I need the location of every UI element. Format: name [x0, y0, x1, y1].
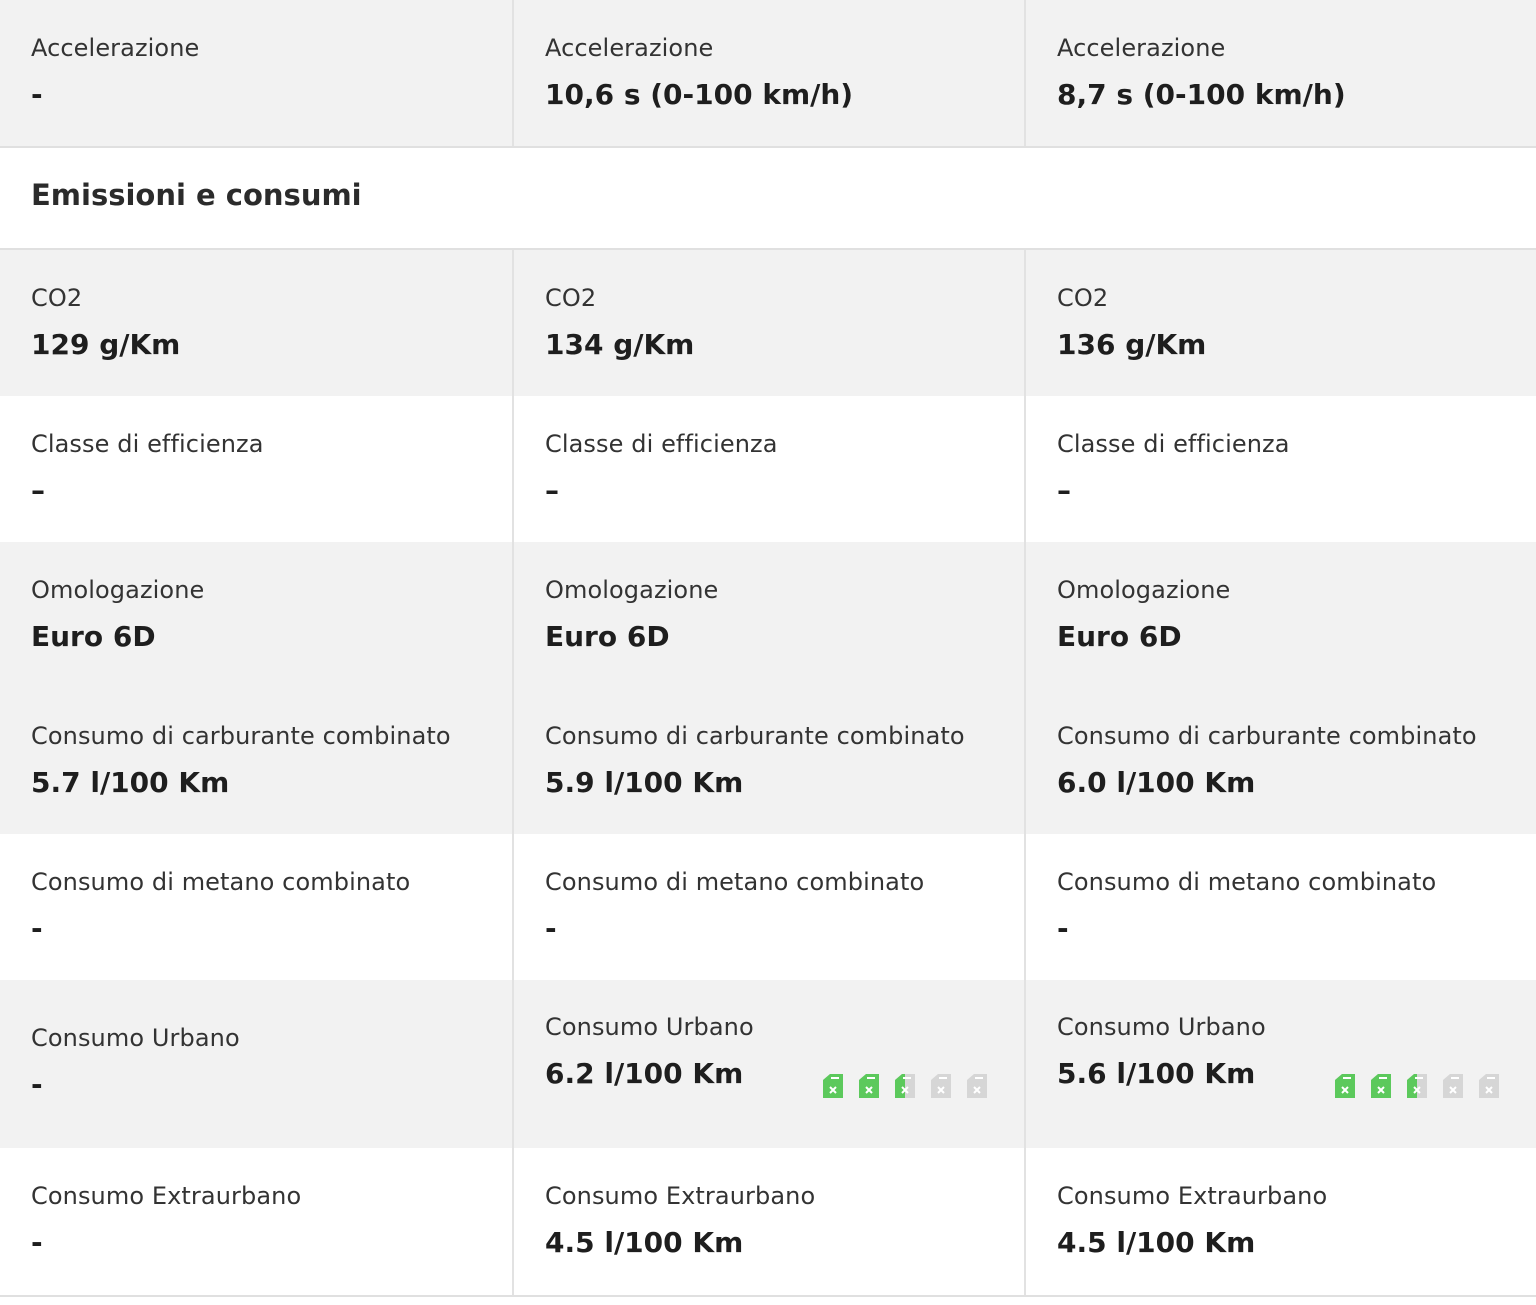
fuel-pump-icon [1368, 1072, 1394, 1100]
spec-label: Consumo Urbano [1057, 1013, 1266, 1041]
fuel-pump-icon [1476, 1072, 1502, 1100]
cell-extraurbano-1 [0, 1148, 512, 1295]
spec-value: Euro 6D [545, 620, 670, 653]
spec-value: - [31, 912, 43, 945]
cell-classe-1 [0, 396, 512, 542]
fuel-pump-icon [1332, 1072, 1358, 1100]
cell-co2-2 [512, 250, 1024, 396]
fuel-pump-icon [1404, 1072, 1430, 1100]
spec-label: Accelerazione [31, 34, 200, 62]
spec-value: 10,6 s (0-100 km/h) [545, 78, 854, 111]
cell-classe-2 [512, 396, 1024, 542]
spec-label: Consumo Urbano [31, 1024, 240, 1052]
section-header [0, 148, 1536, 250]
spec-value: 4.5 l/100 Km [545, 1226, 744, 1259]
cell-extraurbano-2 [512, 1148, 1024, 1295]
spec-value: Euro 6D [31, 620, 156, 653]
spec-label: Omologazione [1057, 576, 1231, 604]
spec-value: 6.2 l/100 Km [545, 1057, 744, 1090]
cell-urbano-3 [1024, 980, 1536, 1148]
cell-metano-2 [512, 834, 1024, 980]
fuel-pump-icon [892, 1072, 918, 1100]
cell-omologazione-3 [1024, 542, 1536, 834]
spec-label: Consumo di metano combinato [545, 868, 925, 896]
spec-label: Classe di efficienza [545, 430, 778, 458]
spec-value: 5.9 l/100 Km [545, 766, 744, 799]
row-urbano [0, 980, 1536, 1148]
fuel-pump-icon [1440, 1072, 1466, 1100]
section-title: Emissioni e consumi [31, 178, 362, 212]
spec-value: 8,7 s (0-100 km/h) [1057, 78, 1346, 111]
spec-value: - [31, 1068, 43, 1101]
cell-accelerazione-3 [1024, 0, 1536, 146]
spec-label: Consumo di carburante combinato [31, 722, 451, 750]
spec-value: 5.6 l/100 Km [1057, 1057, 1256, 1090]
cell-accelerazione-1 [0, 0, 512, 146]
spec-label: CO2 [545, 284, 597, 312]
spec-value: – [545, 474, 559, 507]
cell-metano-3 [1024, 834, 1536, 980]
spec-value: 129 g/Km [31, 328, 181, 361]
cell-omologazione-2 [512, 542, 1024, 834]
spec-value: 6.0 l/100 Km [1057, 766, 1256, 799]
spec-label: CO2 [31, 284, 83, 312]
spec-value: 5.7 l/100 Km [31, 766, 230, 799]
row-accelerazione [0, 0, 1536, 148]
spec-value: - [31, 78, 43, 111]
spec-value: 4.5 l/100 Km [1057, 1226, 1256, 1259]
cell-accelerazione-2 [512, 0, 1024, 146]
spec-value: - [31, 1226, 43, 1259]
fuel-pump-icon [964, 1072, 990, 1100]
spec-label: Consumo di carburante combinato [545, 722, 965, 750]
fuel-pump-icon [856, 1072, 882, 1100]
spec-label: Consumo di carburante combinato [1057, 722, 1477, 750]
spec-label: Consumo Extraurbano [545, 1182, 816, 1210]
row-omologazione-carburante [0, 542, 1536, 834]
cell-co2-1 [0, 250, 512, 396]
cell-extraurbano-3 [1024, 1148, 1536, 1295]
spec-label: Consumo Urbano [545, 1013, 754, 1041]
spec-value: - [1057, 912, 1069, 945]
spec-label: Classe di efficienza [1057, 430, 1290, 458]
cell-urbano-2 [512, 980, 1024, 1148]
spec-value: 134 g/Km [545, 328, 695, 361]
spec-label: Classe di efficienza [31, 430, 264, 458]
spec-value: - [545, 912, 557, 945]
spec-label: Accelerazione [545, 34, 714, 62]
fuel-rating [820, 1072, 990, 1100]
row-metano [0, 834, 1536, 980]
spec-label: Consumo Extraurbano [31, 1182, 302, 1210]
spec-value: – [1057, 474, 1071, 507]
spec-label: Consumo di metano combinato [1057, 868, 1437, 896]
spec-label: Consumo Extraurbano [1057, 1182, 1328, 1210]
cell-metano-1 [0, 834, 512, 980]
row-classe-efficienza [0, 396, 1536, 542]
spec-label: Omologazione [545, 576, 719, 604]
spec-label: Consumo di metano combinato [31, 868, 411, 896]
fuel-pump-icon [928, 1072, 954, 1100]
cell-urbano-1 [0, 980, 512, 1148]
row-extraurbano [0, 1148, 1536, 1297]
spec-value: Euro 6D [1057, 620, 1182, 653]
spec-label: Omologazione [31, 576, 205, 604]
row-co2 [0, 250, 1536, 396]
fuel-rating [1332, 1072, 1502, 1100]
cell-omologazione-1 [0, 542, 512, 834]
cell-co2-3 [1024, 250, 1536, 396]
spec-value: – [31, 474, 45, 507]
spec-label: Accelerazione [1057, 34, 1226, 62]
spec-value: 136 g/Km [1057, 328, 1207, 361]
spec-label: CO2 [1057, 284, 1109, 312]
fuel-pump-icon [820, 1072, 846, 1100]
cell-classe-3 [1024, 396, 1536, 542]
